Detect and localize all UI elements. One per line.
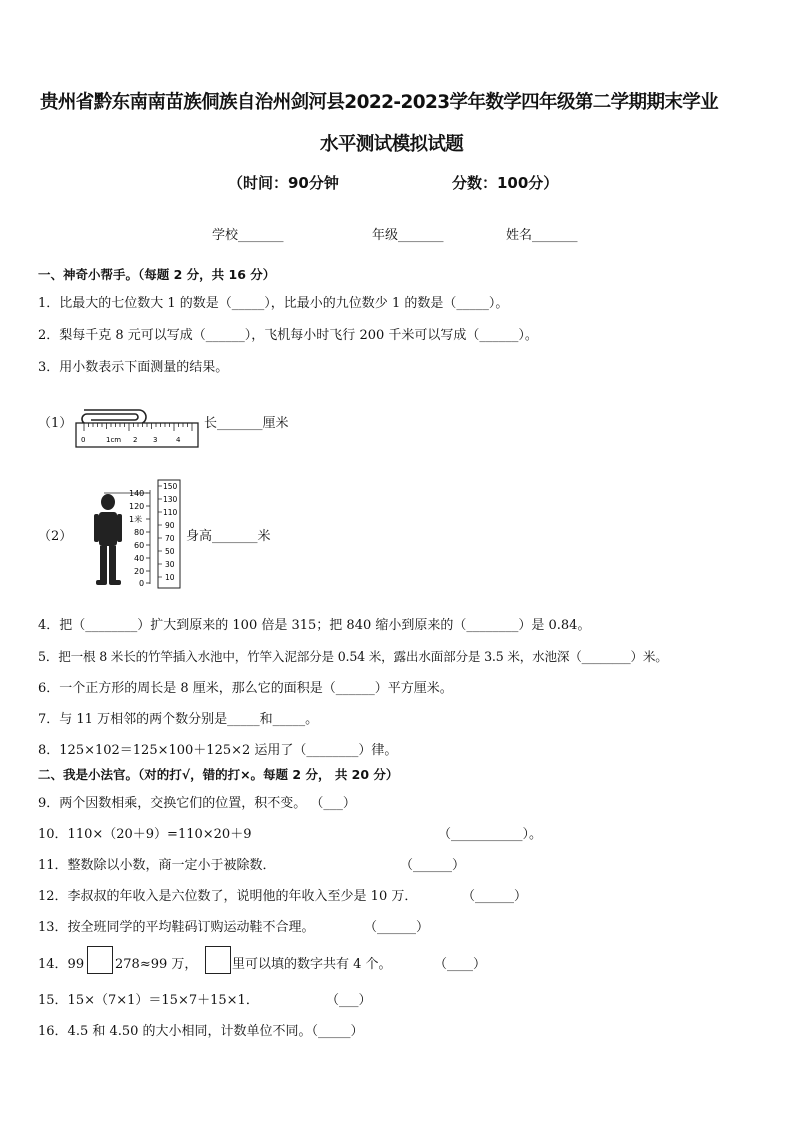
question-4: 4．把（________）扩大到原来的 100 倍是 315；把 840 缩小到原来的（________）是 0.84。 [38,618,591,633]
height-tick-20: 20 [134,567,145,576]
question-7: 7．与 11 万相邻的两个数分别是_____和_____。 [38,712,319,727]
question-2: 2．梨每千克 8 元可以写成（______），飞机每小时飞行 200 千米可以写成（______）。 [38,328,538,343]
height-tick-1m: 1米 [129,515,143,524]
exam-time: （时间：90分钟 [228,174,339,192]
question-3: 3．用小数表示下面测量的结果。 [38,360,229,375]
ruler-tick-3: 3 [153,436,158,444]
question-10-answer: （___________）。 [438,827,543,842]
question-13-answer: （______） [364,920,430,935]
question-1: 1．比最大的七位数大 1 的数是（_____），比最小的九位数少 1 的数是（_____）。 [38,296,509,311]
child-figure-icon [94,494,122,585]
paper-clip-icon [82,410,146,424]
height-tick-40: 40 [134,554,145,563]
ruler-tick-0: 0 [81,436,86,444]
height-scale-30: 30 [165,560,175,569]
question-14-suffix: 里可以填的数字共有 4 个。 [232,957,392,972]
section-1-heading: 一、神奇小帮手。（每题 2 分，共 16 分） [38,267,276,282]
height-tick-140: 140 [129,489,145,498]
question-14-blank-box-1[interactable] [87,946,113,974]
question-12-answer: （______） [462,889,528,904]
question-3-2-text: 身高_______米 [186,529,271,544]
height-scale-50: 50 [165,547,175,556]
question-12: 12．李叔叔的年收入是六位数了，说明他的年收入至少是 10 万． [38,889,418,904]
height-tick-60: 60 [134,541,145,550]
ruler-tick-2: 2 [133,436,138,444]
height-tick-120: 120 [129,502,145,511]
ruler-tick-4: 4 [176,436,181,444]
height-scale-110: 110 [163,508,178,517]
question-3-2-label: （2） [38,529,73,544]
section-2-heading: 二、我是小法官。（对的打√，错的打×。每题 2 分， 共 20 分） [38,767,399,782]
height-scale-10: 10 [165,573,175,582]
question-15-answer: （___） [326,993,372,1008]
question-11: 11．整数除以小数，商一定小于被除数． [38,858,276,873]
question-3-1-text: 长_______厘米 [204,416,289,431]
question-13: 13．按全班同学的平均鞋码订购运动鞋不合理。 [38,920,315,935]
question-14-middle: 278≈99 万， [115,957,198,972]
question-15: 15．15×（7×1）＝15×7＋15×1． [38,993,259,1008]
height-scale-90: 90 [165,521,175,530]
question-6: 6．一个正方形的周长是 8 厘米，那么它的面积是（______）平方厘米。 [38,681,453,696]
question-3-1-label: （1） [38,416,73,431]
question-14-blank-box-2[interactable] [205,946,231,974]
height-tick-80: 80 [134,528,145,537]
name-field[interactable]: 姓名_______ [506,228,578,243]
school-field[interactable]: 学校_______ [212,228,284,243]
question-10: 10．110×（20＋9）=110×20＋9 [38,827,252,842]
question-16: 16．4.5 和 4.50 的大小相同，计数单位不同。（_____） [38,1024,364,1039]
height-scale-130: 130 [163,495,178,504]
question-11-answer: （______） [400,858,466,873]
question-14-prefix: 14．99 [38,957,85,972]
question-5: 5．把一根 8 米长的竹竿插入水池中，竹竿入泥部分是 0.54 米，露出水面部分是 3.5 米，水池深（________）米。 [38,649,668,664]
height-tick-0: 0 [139,579,145,588]
height-scale-150: 150 [163,482,178,491]
exam-score: 分数：100分） [452,174,559,192]
question-8: 8．125×102＝125×100＋125×2 运用了（________）律。 [38,743,398,758]
title-line-2: 水平测试模拟试题 [320,134,464,155]
grade-field[interactable]: 年级_______ [372,228,444,243]
height-measure-figure [86,476,182,592]
height-scale-70: 70 [165,534,175,543]
question-14-answer: （____） [434,957,487,972]
ruler-tick-1: 1cm [106,436,122,444]
ruler-with-clip-figure [74,396,202,456]
question-9: 9．两个因数相乘，交换它们的位置，积不变。 （___） [38,796,356,811]
title-line-1: 贵州省黔东南南苗族侗族自治州剑河县2022-2023学年数学四年级第二学期期末学业 [40,92,719,113]
